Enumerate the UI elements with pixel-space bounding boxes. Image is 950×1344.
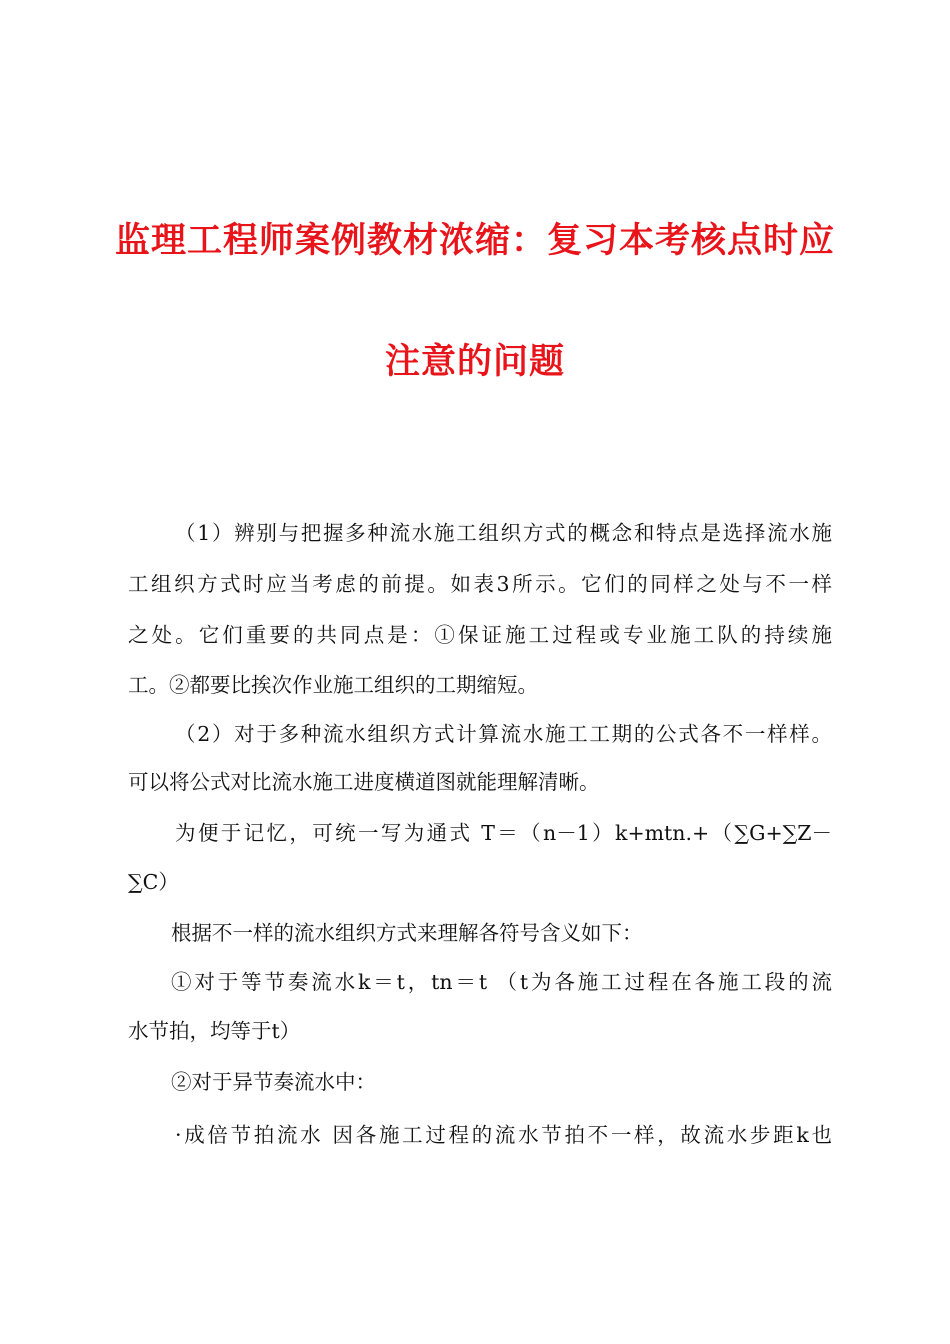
paragraph-3-line-1: 根据不一样的流水组织方式来理解各符号含义如下： <box>171 921 643 945</box>
document-title-line-1: 监理工程师案例教材浓缩：复习本考核点时应 <box>114 221 835 261</box>
paragraph-4-line-2: 水节拍，均等于t） <box>128 1019 301 1043</box>
paragraph-4-line-1: ①对于等节奏流水k＝t，tn＝t （t为各施工过程在各施工段的流 <box>171 970 832 994</box>
paragraph-2-line-2: 可以将公式对比流水施工进度横道图就能理解清晰。 <box>128 770 600 794</box>
paragraph-1-line-4: 工。②都要比挨次作业施工组织的工期缩短。 <box>128 673 538 697</box>
paragraph-1-line-1: （1）辨别与把握多种流水施工组织方式的概念和特点是选择流水施 <box>175 521 832 545</box>
paragraph-6-line-1: ·成倍节拍流水 因各施工过程的流水节拍不一样，故流水步距k也 <box>175 1123 832 1147</box>
paragraph-1-line-3: 之处。它们重要的共同点是：①保证施工过程或专业施工队的持续施 <box>128 623 832 647</box>
formula-line-2: ∑C） <box>128 870 179 894</box>
paragraph-5-line-1: ②对于异节奏流水中： <box>171 1070 376 1094</box>
formula-line-1: 为便于记忆，可统一写为通式 T＝（n－1）k+mtn.+（∑G+∑Z－ <box>175 821 832 845</box>
paragraph-1-line-2: 工组织方式时应当考虑的前提。如表3所示。它们的同样之处与不一样 <box>128 572 832 596</box>
paragraph-2-line-1: （2）对于多种流水组织方式计算流水施工工期的公式各不一样样。 <box>175 722 832 746</box>
document-title-line-2: 注意的问题 <box>384 342 565 382</box>
